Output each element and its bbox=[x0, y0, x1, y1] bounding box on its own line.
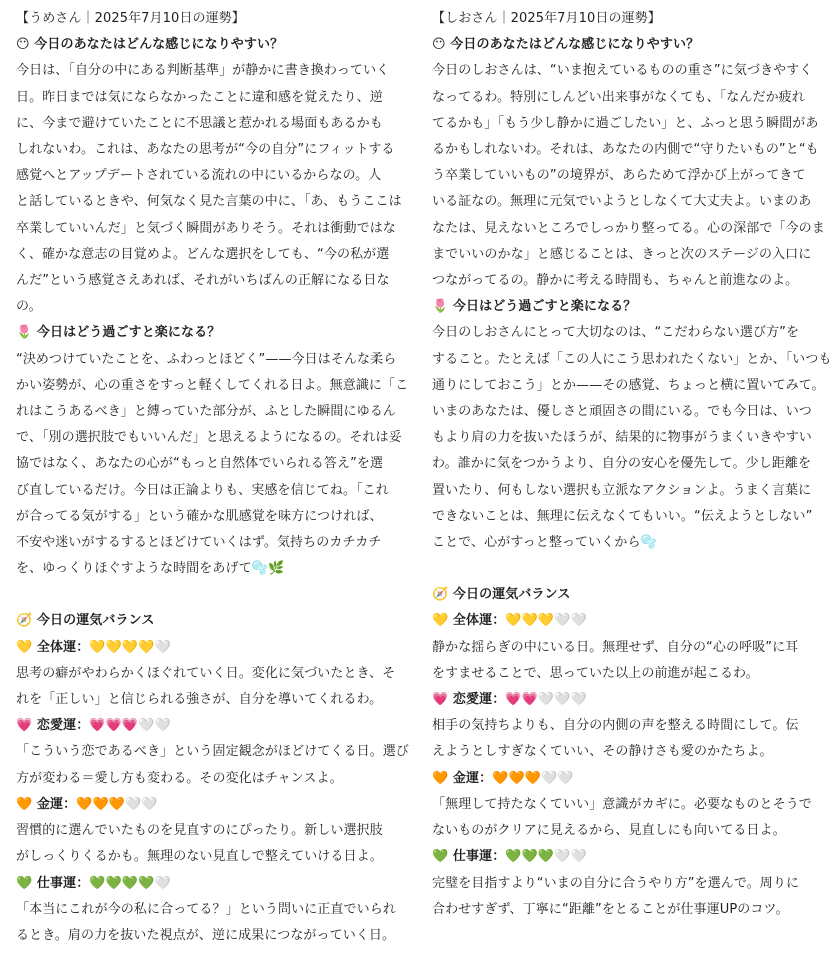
left-feel-line: 今日は、「自分の中にある判断基準」が静かに書き換わっていく bbox=[16, 63, 390, 79]
right-overall-line: 静かな揺らぎの中にいる日。無理せず、自分の“心の呼吸”に耳 bbox=[432, 639, 799, 655]
right-feel-heading: 😶 今日のあなたはどんな感じになりやすい？ bbox=[432, 37, 700, 53]
left-easy-line: で、「別の選択肢でもいいんだ」と思えるようになるの。それは妥 bbox=[16, 430, 402, 446]
right-feel-line: 今日のしおさんは、“いま抱えているものの重さ”に気づきやすく bbox=[432, 63, 813, 79]
right-feel-line: までいいのかな」と感じることは、きっと次のステージの入口に bbox=[432, 246, 812, 262]
left-easy-line: れはこうあるべき」と縛っていた部分が、ふとした瞬間にゆるん bbox=[16, 404, 396, 420]
left-feel-line: の。 bbox=[16, 299, 42, 315]
right-feel-line: なってるわ。特別にしんどい出来事がなくても、「なんだか疲れ bbox=[432, 89, 805, 105]
right-easy-heading: 🌷 今日はどう過ごすと楽になる？ bbox=[432, 299, 637, 315]
right-money-line: 「無理して持たなくていい」意識がカギに。必要なものとそうで bbox=[432, 796, 812, 812]
right-overall-heading: 💛 全体運：💛💛💛🤍🤍 bbox=[432, 613, 587, 629]
left-feel-line: と話しているときや、何気なく見た言葉の中に、「あ、もうここは bbox=[16, 194, 402, 210]
right-easy-line: もより肩の力を抜いたほうが、結果的に物事がうまくいきやすい bbox=[432, 430, 812, 446]
right-feel-line: てるかも」「もう少し静かに過ごしたい」と、ふっと思う瞬間があ bbox=[432, 115, 819, 131]
left-money-line: 習慣的に選んでいたものを見直すのにぴったり。新しい選択肢 bbox=[16, 823, 383, 839]
right-feel-line: なたは、見えないところでしっかり整ってる。心の深部で「今のま bbox=[432, 220, 825, 236]
left-feel-line: んだ”という感覚さえあれば、それがいちばんの正解になる日な bbox=[16, 273, 390, 289]
left-easy-line: が合ってる気がする」という確かな肌感覚を味方につければ、 bbox=[16, 508, 383, 524]
left-easy-line: び直しているだけ。今日は正論よりも、実感を信じてね。「これ bbox=[16, 482, 389, 498]
left-overall-line: 思考の癖がやわらかくほぐれていく日。変化に気づいたとき、そ bbox=[16, 665, 396, 681]
right-love-line: 相手の気持ちよりも、自分の内側の声を整える時間にして。伝 bbox=[432, 718, 799, 734]
right-love-line: えようとしすぎなくていい、その静けさも愛のかたちよ。 bbox=[432, 744, 773, 760]
right-column bbox=[432, 6, 832, 923]
left-love-line: 方が変わる＝愛し方も変わる。その変化はチャンスよ。 bbox=[16, 770, 343, 786]
left-love-line: 「こういう恋であるべき」という固定観念がほどけてくる日。選び bbox=[16, 744, 410, 760]
right-work-line: 完璧を目指すより“いまの自分に合うやり方”を選んで。周りに bbox=[432, 875, 800, 891]
left-money-heading: 🧡 金運：🧡🧡🧡🤍🤍 bbox=[16, 796, 158, 812]
right-work-heading: 💚 仕事運：💚💚💚🤍🤍 bbox=[432, 849, 587, 865]
left-feel-line: に、今まで避けていたことに不思議と惹かれる場面もあるかも bbox=[16, 115, 383, 131]
left-easy-line: を、ゆっくりほぐすような時間をあげて🫧🌿 bbox=[16, 561, 285, 577]
right-easy-line: 置いたり、何もしない選択も立派なアクションよ。うまく言葉に bbox=[432, 482, 812, 498]
left-feel-heading: 😶 今日のあなたはどんな感じになりやすい？ bbox=[16, 37, 284, 53]
right-overall-line: をすませることで、思っていた以上の前進が起こるわ。 bbox=[432, 665, 759, 681]
left-column bbox=[16, 6, 410, 949]
left-feel-line: 感覚へとアップデートされている流れの中にいるからなの。人 bbox=[16, 168, 382, 184]
right-feel-line: つながってるの。静かに考える時間も、ちゃんと前進なのよ。 bbox=[432, 273, 799, 289]
right-easy-line: ことで、心がすっと整っていくから🫧 bbox=[432, 535, 657, 551]
right-title: 【しおさん｜2025年7月10日の運勢】 bbox=[432, 11, 661, 26]
left-easy-line: かい姿勢が、心の重さをすっと軽くしてくれる日よ。無意識に「こ bbox=[16, 377, 409, 393]
left-work-heading: 💚 仕事運：💚💚💚💚🤍 bbox=[16, 875, 171, 891]
right-easy-line: わ。誰かに気をつかうより、自分の安心を優先して。少し距離を bbox=[432, 456, 812, 472]
left-easy-heading: 🌷 今日はどう過ごすと楽になる？ bbox=[16, 325, 221, 341]
section-gap bbox=[432, 556, 824, 582]
section-gap bbox=[16, 582, 406, 608]
right-feel-line: う卒業していいもの”の境界が、あらためて浮かび上がってきて bbox=[432, 168, 806, 184]
right-money-line: ないものがクリアに見えるから、見直しにも向いてる日よ。 bbox=[432, 823, 786, 839]
left-overall-heading: 💛 全体運：💛💛💛💛🤍 bbox=[16, 639, 171, 655]
left-money-line: がしっくりくるかも。無理のない見直しで整えていける日よ。 bbox=[16, 849, 383, 865]
left-feel-line: しれないわ。これは、あなたの思考が“今の自分”にフィットする bbox=[16, 142, 395, 158]
right-love-heading: 💗 恋愛運：💗💗🤍🤍🤍 bbox=[432, 692, 587, 708]
right-easy-line: できないことは、無理に伝えなくてもいい。“伝えようとしない” bbox=[432, 508, 813, 524]
left-easy-line: 協ではなく、あなたの心が“もっと自然体でいられる答え”を選 bbox=[16, 456, 384, 472]
left-overall-line: れを「正しい」と信じられる強さが、自分を導いてくれるわ。 bbox=[16, 692, 383, 708]
right-feel-line: いる証なの。無理に元気でいようとしなくて大丈夫よ。いまのあ bbox=[432, 194, 812, 210]
left-balance-heading: 🧭 今日の運気バランス bbox=[16, 613, 155, 629]
right-easy-line: 通りにしておこう」とか——その感覚、ちょっと横に置いてみて。 bbox=[432, 377, 825, 393]
right-easy-line: 今日のしおさんにとって大切なのは、“こだわらない選び方”を bbox=[432, 325, 800, 341]
left-easy-line: “決めつけていたことを、ふわっとほどく”——今日はそんな柔ら bbox=[16, 351, 397, 367]
right-easy-line: いまのあなたは、優しさと頑固さの間にいる。でも今日は、いつ bbox=[432, 404, 812, 420]
right-work-line: 合わせすぎず、丁寧に“距離”をとることが仕事運UPのコツ。 bbox=[432, 901, 789, 917]
left-feel-line: 日。昨日までは気にならなかったことに違和感を覚えたり、逆 bbox=[16, 89, 383, 105]
right-money-heading: 🧡 金運：🧡🧡🧡🤍🤍 bbox=[432, 770, 574, 786]
left-title: 【うめさん｜2025年7月10日の運勢】 bbox=[16, 11, 245, 26]
left-easy-line: 不安や迷いがするするとほどけていくはず。気持ちのカチカチ bbox=[16, 535, 382, 551]
right-feel-line: るかもしれないわ。それは、あなたの内側で“守りたいもの”と“も bbox=[432, 142, 819, 158]
left-feel-line: く、確かな意志の目覚めよ。どんな選択をしても、“今の私が選 bbox=[16, 246, 390, 262]
right-easy-line: すること。たとえば「この人にこう思われたくない」とか、「いつも bbox=[432, 351, 832, 367]
left-work-line: 「本当にこれが今の私に合ってる？」という問いに正直でいられ bbox=[16, 901, 396, 917]
left-feel-line: 卒業していいんだ」と気づく瞬間がありそう。それは衝動ではな bbox=[16, 220, 396, 236]
left-love-heading: 💗 恋愛運：💗💗💗🤍🤍 bbox=[16, 718, 171, 734]
right-balance-heading: 🧭 今日の運気バランス bbox=[432, 587, 571, 603]
left-work-line: るとき。肩の力を抜いた視点が、逆に成果につながっていく日。 bbox=[16, 927, 396, 943]
